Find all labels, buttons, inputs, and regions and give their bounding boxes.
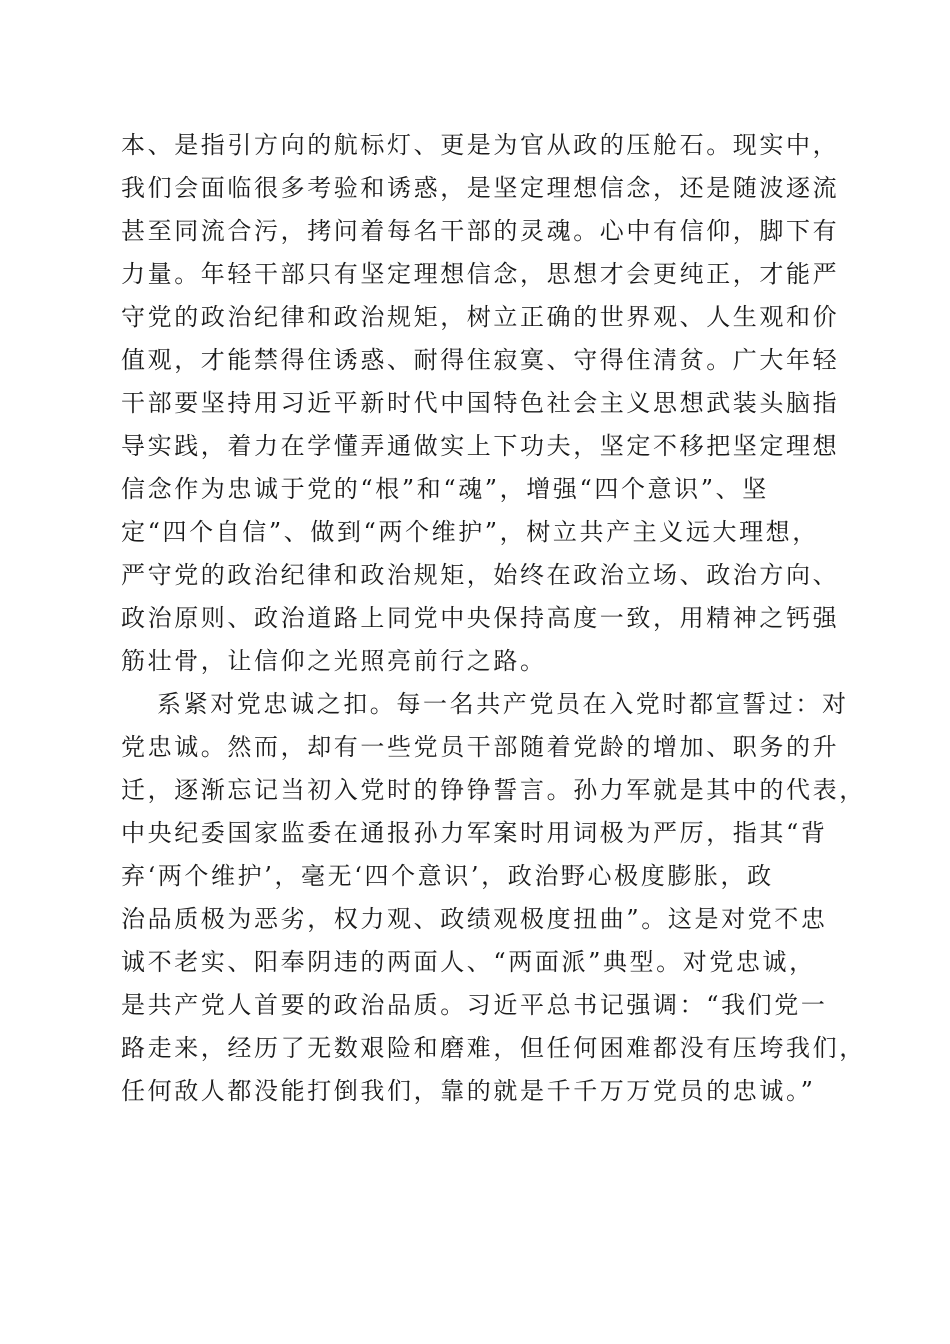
text-line: 路走来，经历了无数艰险和磨难，但任何困难都没有压垮我们， (121, 1034, 866, 1062)
text-line: 治品质极为恶劣，权力观、政绩观极度扭曲”。这是对党不忠 (121, 905, 828, 933)
text-line: 政治原则、政治道路上同党中央保持高度一致，用精神之钙强 (121, 604, 840, 632)
text-line: 中央纪委国家监委在通报孙力军案时用词极为严厉，指其“背 (121, 819, 828, 847)
text-line: 诚不老实、阳奉阴违的两面人、“两面派”典型。对党忠诚， (121, 948, 816, 976)
text-line: 筋壮骨，让信仰之光照亮前行之路。 (121, 647, 547, 675)
text-line: 定“四个自信”、做到“两个维护”，树立共产主义远大理想， (121, 518, 819, 546)
text-line: 严守党的政治纪律和政治规矩，始终在政治立场、政治方向、 (121, 561, 840, 589)
text-line: 是共产党人首要的政治品质。习近平总书记强调：“我们党一 (121, 991, 828, 1019)
text-line: 迁，逐渐忘记当初入党时的铮铮誓言。孙力军就是其中的代表， (121, 776, 866, 804)
text-line: 任何敌人都没能打倒我们，靠的就是千千万万党员的忠诚。” (121, 1077, 816, 1105)
text-line: 本、是指引方向的航标灯、更是为官从政的压舱石。现实中， (121, 131, 840, 159)
text-line: 党忠诚。然而，却有一些党员干部随着党龄的增加、职务的升 (121, 733, 840, 761)
text-line: 导实践，着力在学懂弄通做实上下功夫，坚定不移把坚定理想 (121, 432, 840, 460)
text-line: 弃‘两个维护’，毫无‘四个意识’，政治野心极度膨胀，政 (121, 862, 774, 890)
text-line: 信念作为忠诚于党的“根”和“魂”，增强“四个意识”、坚 (121, 475, 769, 503)
text-line: 力量。年轻干部只有坚定理想信念，思想才会更纯正，才能严 (121, 260, 840, 288)
paragraph-first-line: 系紧对党忠诚之扣。每一名共产党员在入党时都宣誓过：对 (157, 690, 849, 718)
text-line: 守党的政治纪律和政治规矩，树立正确的世界观、人生观和价 (121, 303, 840, 331)
text-line: 我们会面临很多考验和诱惑，是坚定理想信念，还是随波逐流 (121, 174, 840, 202)
text-line: 甚至同流合污，拷问着每名干部的灵魂。心中有信仰，脚下有 (121, 217, 840, 245)
body-text (121, 124, 866, 1113)
text-line: 值观，才能禁得住诱惑、耐得住寂寞、守得住清贫。广大年轻 (121, 346, 840, 374)
text-line: 干部要坚持用习近平新时代中国特色社会主义思想武装头脑指 (121, 389, 840, 417)
